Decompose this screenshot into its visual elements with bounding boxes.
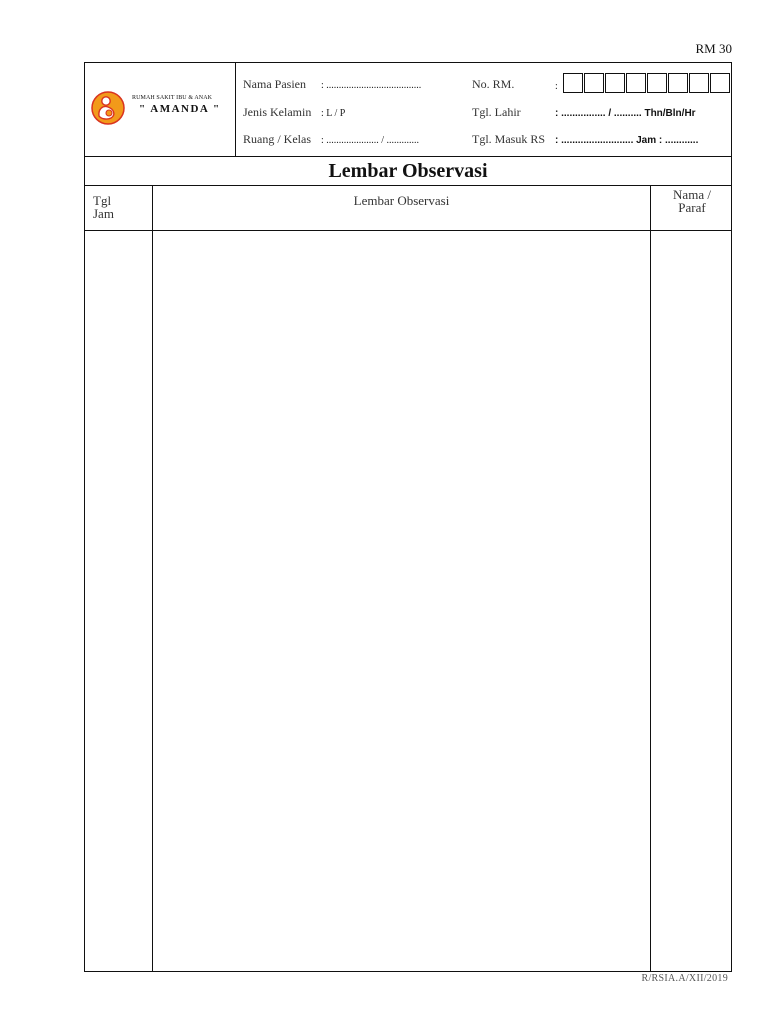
hospital-logo-icon	[89, 89, 127, 127]
rm-digit-box[interactable]	[689, 73, 709, 93]
observation-column-body[interactable]	[153, 231, 650, 971]
gender-field[interactable]: : L / P	[321, 108, 346, 119]
rm-digit-box[interactable]	[668, 73, 688, 93]
rm-digit-box[interactable]	[584, 73, 604, 93]
signature-name-line: Nama /	[673, 187, 711, 202]
signature-column-body[interactable]	[651, 231, 731, 971]
rm-number-colon: :	[555, 81, 558, 92]
date-time-column-body[interactable]	[86, 231, 152, 971]
rm-digit-box[interactable]	[710, 73, 730, 93]
rm-digit-box[interactable]	[563, 73, 583, 93]
form-frame	[84, 62, 732, 972]
patient-name-label: Nama Pasien	[243, 77, 306, 91]
form-code: RM 30	[695, 41, 732, 56]
logo-divider	[235, 63, 236, 156]
signature-paraf-line: Paraf	[678, 200, 706, 215]
admission-date-field[interactable]: : .......................... Jam : ............	[555, 135, 699, 146]
date-time-header	[93, 194, 114, 220]
time-header-line: Jam	[93, 206, 114, 221]
patient-name-field[interactable]: : ......................................	[321, 80, 422, 91]
birth-date-label: Tgl. Lahir	[472, 105, 521, 119]
hospital-subtitle: RUMAH SAKIT IBU & ANAK	[132, 95, 213, 101]
room-class-field[interactable]: : ..................... / .............	[321, 135, 420, 146]
admission-date-label: Tgl. Masuk RS	[472, 132, 546, 146]
birth-date-field[interactable]: : ................ / .......... Thn/Bln/Hr	[555, 108, 696, 119]
hospital-logo-block	[85, 63, 235, 156]
observation-header: Lembar Observasi	[353, 193, 450, 208]
date-header-line: Tgl	[93, 193, 112, 208]
footer-form-code: R/RSIA.A/XII/2019	[641, 973, 728, 984]
hospital-name: " AMANDA "	[139, 103, 221, 115]
rm-digit-box[interactable]	[605, 73, 625, 93]
title-divider	[85, 185, 731, 186]
room-class-label: Ruang / Kelas	[243, 132, 311, 146]
rm-digit-box[interactable]	[647, 73, 667, 93]
rm-number-label: No. RM.	[472, 77, 515, 91]
gender-label: Jenis Kelamin	[243, 105, 312, 119]
signature-header	[651, 188, 733, 214]
rm-digit-box[interactable]	[626, 73, 646, 93]
sheet-title: Lembar Observasi	[328, 160, 488, 182]
